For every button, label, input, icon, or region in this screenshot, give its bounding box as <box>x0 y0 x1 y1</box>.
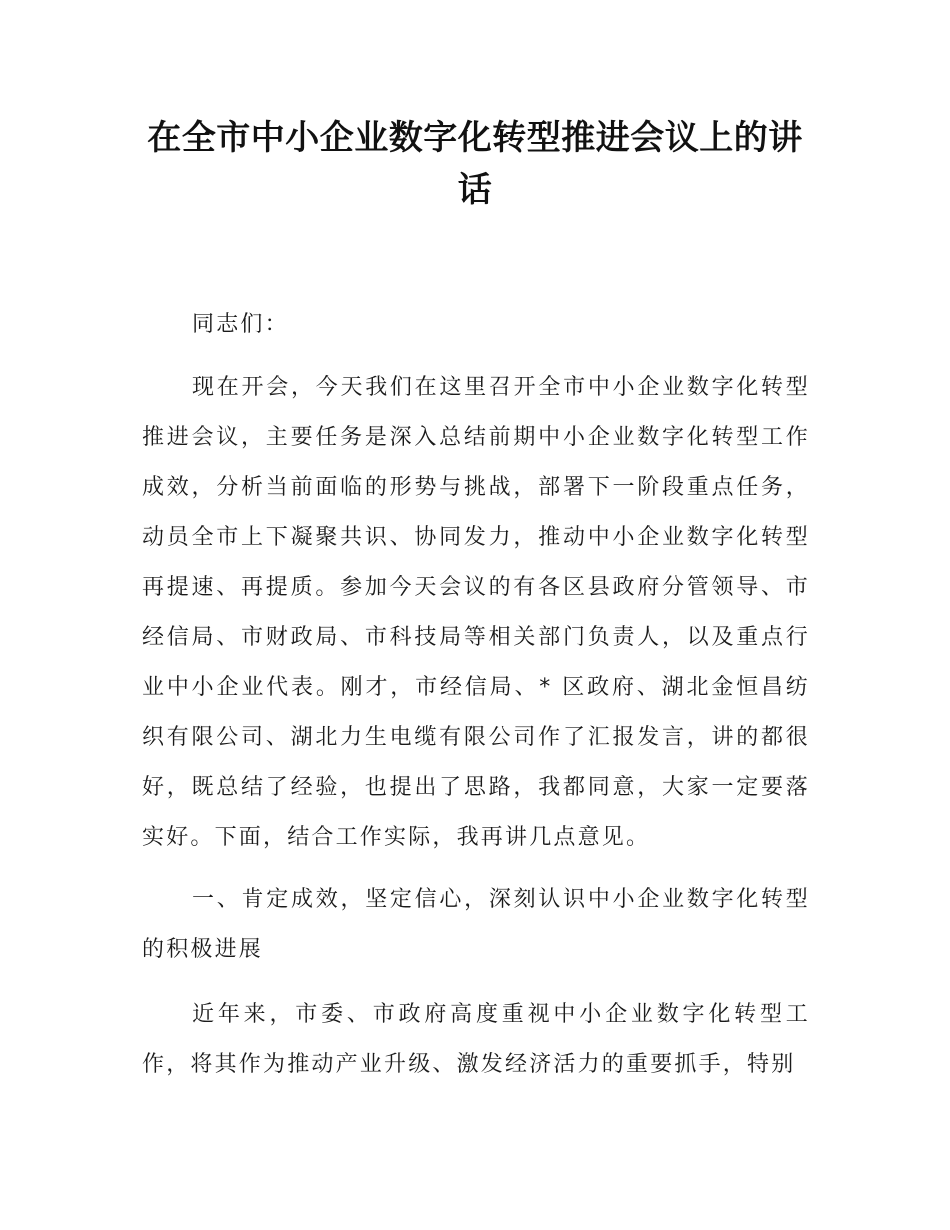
intro-paragraph: 现在开会，今天我们在这里召开全市中小企业数字化转型推进会议，主要任务是深入总结前期中小企业数字化转型工作成效，分析当前面临的形势与挑战，部署下一阶段重点任务，动员全市上下凝聚共识、协同发力，推动中小企业数字化转型再提速、再提质。参加今天会议的有各区县政府分管领导、市经信局、市财政局、市科技局等相关部门负责人，以及重点行业中小企业代表。刚才，市经信局、* 区政府、湖北金恒昌纺织有限公司、湖北力生电缆有限公司作了汇报发言，讲的都很好，既总结了经验，也提出了思路，我都同意，大家一定要落实好。下面，结合工作实际，我再讲几点意见。 <box>142 375 810 850</box>
section-heading: 一、肯定成效，坚定信心，深刻认识中小企业数字化转型的积极进展 <box>142 887 810 962</box>
section-body-paragraph: 近年来，市委、市政府高度重视中小企业数字化转型工作，将其作为推动产业升级、激发经济活力的重要抓手，特别 <box>142 1002 810 1077</box>
document-title: 在全市中小企业数字化转型推进会议上的讲话 <box>147 118 803 210</box>
greeting-paragraph: 同志们： <box>192 312 289 337</box>
